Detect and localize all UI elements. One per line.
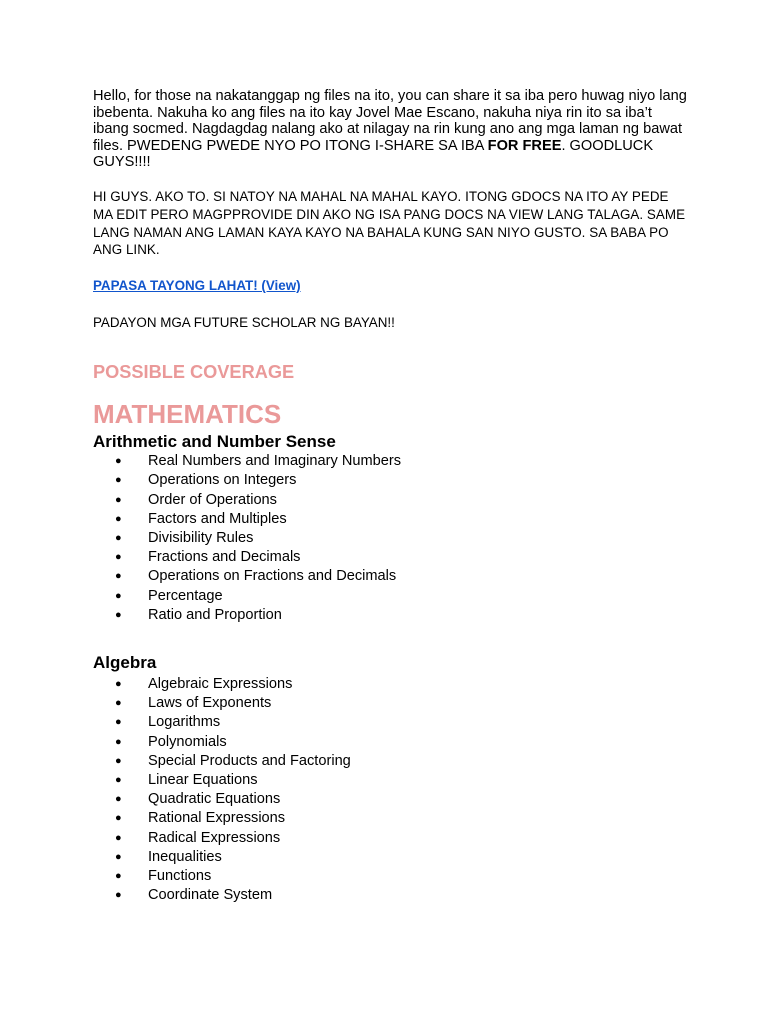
bullet-icon: ● [115, 608, 122, 621]
list-item [93, 529, 688, 548]
bullet-icon: ● [115, 774, 122, 786]
list-item-label: Fractions and Decimals [148, 549, 301, 566]
bullet-icon: ● [115, 493, 122, 506]
list-item-label: Order of Operations [148, 491, 277, 508]
list-item-label: Polynomials [148, 733, 227, 750]
list-item-label: Operations on Integers [148, 472, 297, 489]
list-item [93, 809, 688, 828]
arithmetic-topic-list [93, 452, 688, 625]
bullet-icon: ● [115, 697, 122, 710]
list-item-label: Linear Equations [148, 772, 258, 788]
list-item-label: Operations on Fractions and Decimals [148, 568, 397, 585]
list-item [93, 587, 688, 606]
list-item-label: Rational Expressions [148, 810, 286, 827]
coverage-heading: POSSIBLE COVERAGE [93, 362, 295, 383]
list-item-label: Radical Expressions [148, 829, 281, 846]
bullet-icon: ● [115, 889, 122, 902]
bullet-icon: ● [115, 512, 122, 525]
padayon-text: PADAYON MGA FUTURE SCHOLAR NG BAYAN!! [93, 315, 395, 331]
bullet-icon: ● [115, 812, 122, 825]
section-title-algebra: Algebra [93, 652, 157, 672]
list-item [93, 829, 688, 848]
bullet-icon: ● [115, 677, 122, 690]
bullet-icon: ● [115, 551, 122, 564]
list-item [93, 733, 688, 752]
list-item-label: Divisibility Rules [148, 529, 254, 546]
list-item-label: Logarithms [148, 714, 221, 731]
view-docs-link[interactable]: PAPASA TAYONG LAHAT! (View) [93, 278, 301, 294]
bullet-icon: ● [115, 531, 122, 544]
list-item-label: Laws of Exponents [148, 695, 272, 712]
list-item [93, 886, 688, 905]
link-paragraph [93, 278, 688, 294]
bullet-icon: ● [115, 589, 122, 602]
bullet-icon: ● [115, 474, 122, 487]
list-item [93, 771, 688, 790]
list-item-label: Percentage [148, 587, 223, 604]
list-item [93, 491, 688, 510]
subject-heading: MATHEMATICS [93, 399, 282, 430]
note-paragraph: HI GUYS. AKO TO. SI NATOY NA MAHAL NA MAHAL KAYO. ITONG GDOCS NA ITO AY PEDE MA EDIT PERO MAGPPROVIDE DIN AKO NG ISA PANG DOCS NA VIEW LANG TALAGA. SAME LANG NAMAN ANG LAMAN KAYA KAYO NA BAHALA KUNG SAN NIYO GUSTO. SA BABA PO ANG LINK. [93, 188, 686, 258]
list-item-label: Quadratic Equations [148, 791, 281, 808]
list-item [93, 694, 688, 713]
list-item [93, 452, 688, 471]
list-item [93, 567, 688, 586]
list-item-label: Special Products and Factoring [148, 752, 351, 769]
intro-text-end: . GOODLUCK GUYS!!!! [93, 137, 654, 171]
bullet-icon: ● [115, 735, 122, 748]
bullet-icon: ● [115, 754, 122, 767]
list-item-label: Ratio and Proportion [148, 606, 282, 623]
list-item [93, 510, 688, 529]
list-item [93, 752, 688, 771]
list-item [93, 675, 688, 694]
bullet-icon: ● [115, 793, 122, 806]
list-item-label: Inequalities [148, 848, 222, 865]
bullet-icon: ● [115, 831, 122, 844]
list-item [93, 867, 688, 886]
bullet-icon: ● [115, 570, 122, 583]
bullet-icon: ● [115, 455, 122, 468]
list-item-label: Coordinate System [148, 887, 273, 904]
list-item [93, 790, 688, 809]
bullet-icon: ● [115, 850, 122, 863]
list-item [93, 848, 688, 867]
bullet-icon: ● [115, 716, 122, 729]
list-item-label: Real Numbers and Imaginary Numbers [148, 453, 402, 470]
intro-bold-text: FOR FREE [487, 137, 562, 154]
list-item-label: Algebraic Expressions [148, 675, 293, 692]
section-title-arithmetic: Arithmetic and Number Sense [93, 432, 336, 452]
intro-paragraph [93, 88, 688, 171]
intro-text: Hello, for those na nakatanggap ng files na ito, you can share it sa iba pero huwag niyo lang ibebenta. Nakuha ko ang files na ito kay Jovel Mae Escano, nakuha niya rin ito sa iba’t ibang socmed. Nagdagdag nalang ako at nilagay na rin kung ano ang mga laman ng bawat files. PWEDENG PWEDE NYO PO ITONG I-SHARE SA IBA [93, 88, 687, 154]
list-item [93, 606, 688, 625]
list-item-label: Functions [148, 868, 212, 885]
algebra-topic-list [93, 675, 688, 905]
bullet-icon: ● [115, 870, 122, 883]
list-item [93, 548, 688, 567]
list-item [93, 713, 688, 732]
list-item-label: Factors and Multiples [148, 510, 287, 527]
list-item [93, 471, 688, 490]
